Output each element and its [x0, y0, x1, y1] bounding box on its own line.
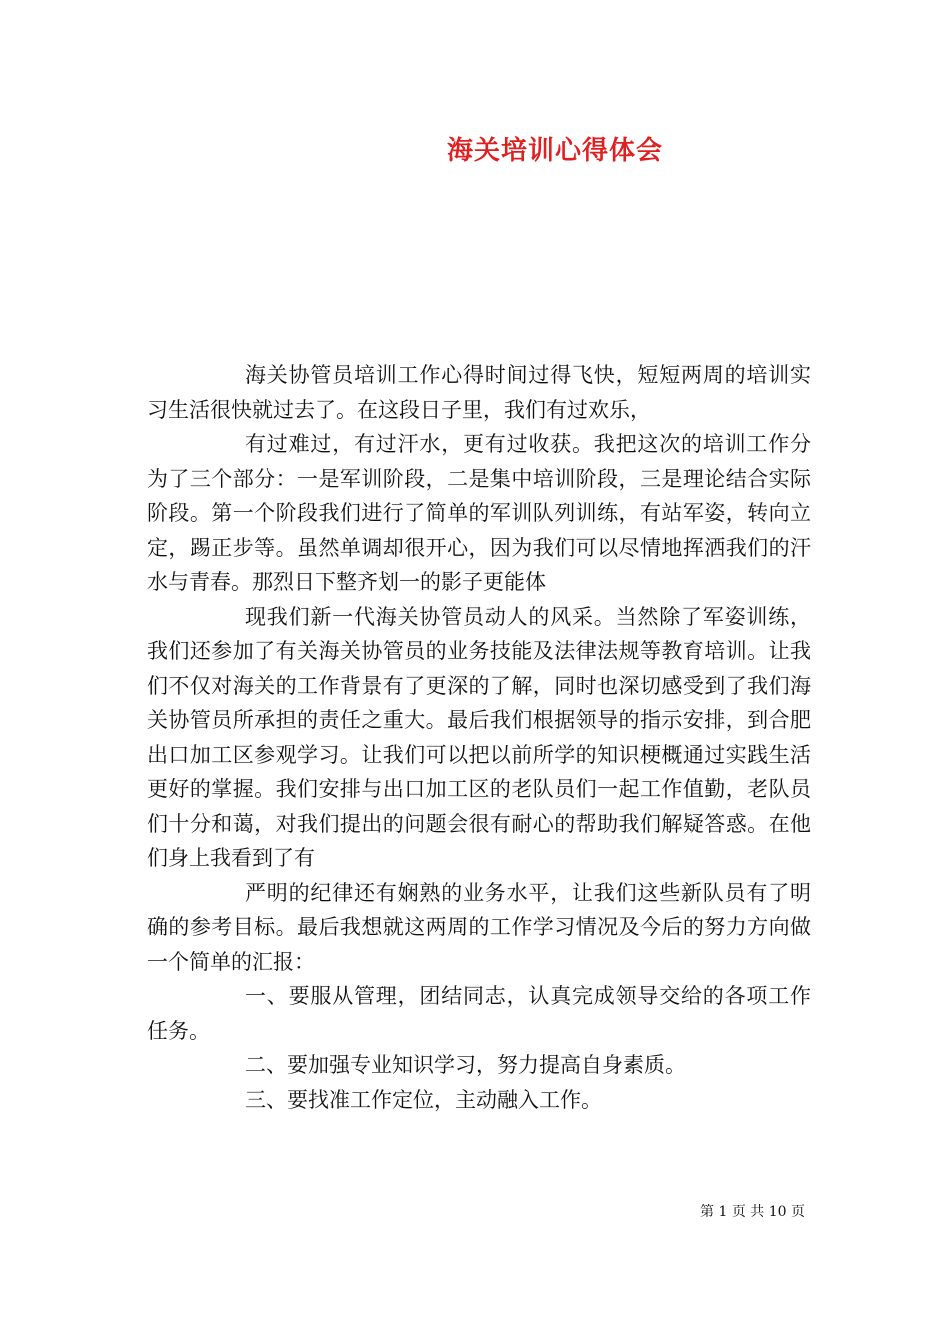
- paragraph-2: 有过难过，有过汗水，更有过收获。我把这次的培训工作分为了三个部分：一是军训阶段，二是集中培训阶段，三是理论结合实际阶段。第一个阶段我们进行了简单的军训队列训练，有站军姿，转向立定，踢正步等。虽然单调却很开心，因为我们可以尽情地挥洒我们的汗水与青春。那烈日下整齐划一的影子更能体: [147, 432, 811, 594]
- paragraph-4: 严明的纪律还有娴熟的业务水平，让我们这些新队员有了明确的参考目标。最后我想就这两周的工作学习情况及今后的努力方向做一个简单的汇报：: [147, 880, 811, 974]
- list-item-2: 二、要加强专业知识学习，努力提高自身素质。: [245, 1053, 686, 1077]
- paragraph-3: 现我们新一代海关协管员动人的风采。当然除了军姿训练，我们还参加了有关海关协管员的业务技能及法律法规等教育培训。让我们不仅对海关的工作背景有了更深的了解，同时也深切感受到了我们海关协管员所承担的责任之重大。最后我们根据领导的指示安排，到合肥出口加工区参观学习。让我们可以把以前所学的知识梗概通过实践生活更好的掌握。我们安排与出口加工区的老队员们一起工作值勤，老队员们十分和蔼，对我们提出的问题会很有耐心的帮助我们解疑答惑。在他们身上我看到了有: [147, 604, 811, 870]
- paragraph-1: 海关协管员培训工作心得时间过得飞快，短短两周的培训实习生活很快就过去了。在这段日子里，我们有过欢乐，: [147, 363, 811, 422]
- document-body: [147, 358, 811, 1117]
- page-number-footer: 第 1 页 共 10 页: [700, 1204, 805, 1220]
- list-item-3: 三、要找准工作定位，主动融入工作。: [245, 1087, 602, 1112]
- list-item-1: 一、要服从管理，团结同志，认真完成领导交给的各项工作任务。: [147, 984, 811, 1043]
- document-title: 海关培训心得体会: [446, 136, 663, 166]
